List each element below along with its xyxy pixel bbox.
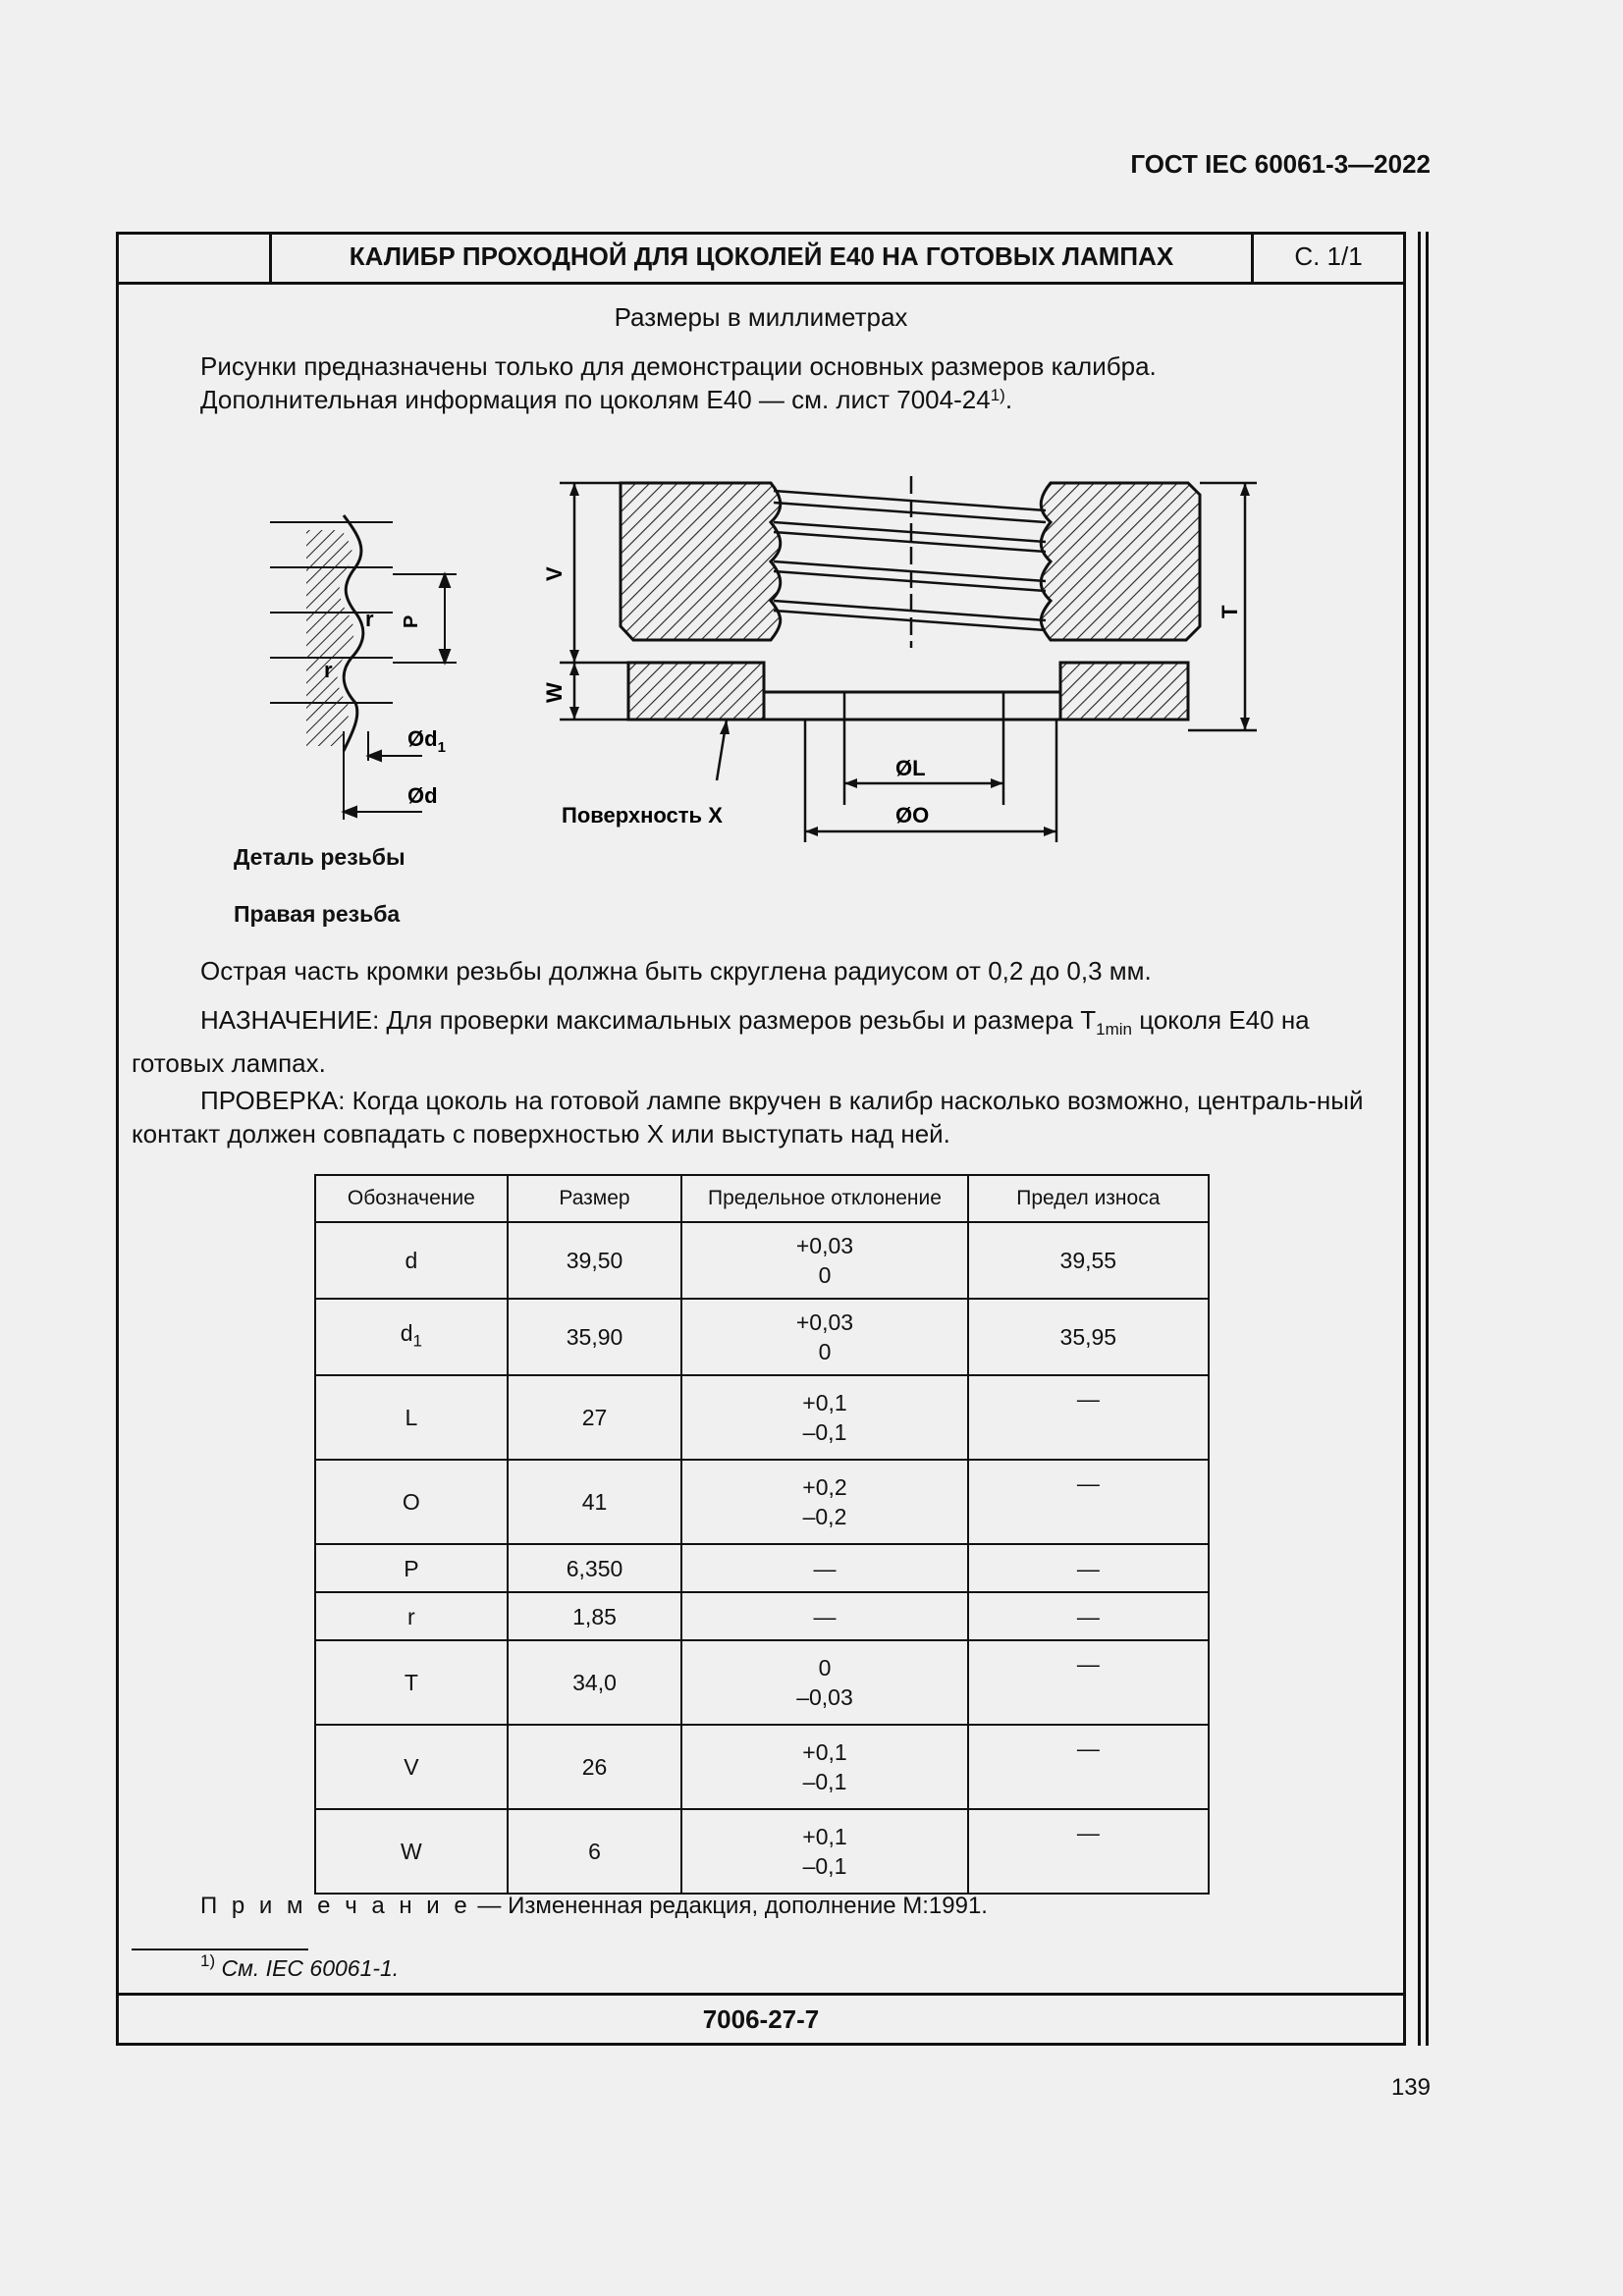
cell-wear-limit: — [968, 1592, 1209, 1640]
cell-symbol: d [315, 1222, 508, 1299]
cell-size: 1,85 [508, 1592, 682, 1640]
cell-deviation: +0,2 –0,2 [681, 1460, 967, 1544]
note: П р и м е ч а н и е — Измененная редакция, дополнение М:1991. [200, 1893, 988, 1919]
surface-x-label: Поверхность X [562, 803, 723, 828]
page-number: 139 [1390, 2074, 1431, 2101]
dim-w-label: W [542, 682, 567, 703]
sheet-number: С. 1/1 [1294, 241, 1363, 271]
cell-deviation: +0,1 –0,1 [681, 1375, 967, 1460]
cell-wear-limit: — [968, 1375, 1209, 1460]
minor-diameter-label: $Ød_1$ [407, 726, 446, 756]
column-header: Предельное отклонение [681, 1175, 967, 1222]
cell-size: 6 [508, 1809, 682, 1894]
thread-detail-drawing [245, 481, 520, 834]
cell-symbol: $d_1$ [315, 1299, 508, 1375]
frame-rule [1426, 232, 1429, 2046]
table-row [315, 1809, 1209, 1894]
cell-wear-limit: — [968, 1809, 1209, 1894]
paragraph-check: ПРОВЕРКА: Когда цоколь на готовой лампе вкручен в калибр насколько возможно, централь-ный контакт должен совпадать с поверхностью Х или выступать над ней. [132, 1086, 1364, 1148]
cell-symbol: V [315, 1725, 508, 1809]
cell-deviation: +0,1 –0,1 [681, 1809, 967, 1894]
cell-symbol: W [315, 1809, 508, 1894]
cell-wear-limit: — [968, 1544, 1209, 1592]
cell-deviation: +0,03 0 [681, 1222, 967, 1299]
dim-l-label: ØL [895, 756, 926, 780]
cell-size: 34,0 [508, 1640, 682, 1725]
dim-v-label: V [542, 566, 567, 581]
cell-size: 26 [508, 1725, 682, 1809]
units-note: Размеры в миллиметрах [614, 302, 908, 332]
table-row [315, 1725, 1209, 1809]
pitch-label: P [401, 614, 422, 628]
gauge-section-drawing [542, 471, 1276, 844]
paragraph-edge: Острая часть кромки резьбы должна быть скруглена радиусом от 0,2 до 0,3 мм. [200, 956, 1152, 986]
intro-line-2: Дополнительная информация по цоколям Е40 — см. лист 7004-24$^{1)}$. [200, 385, 1013, 414]
table-row [315, 1460, 1209, 1544]
column-header: Предел износа [968, 1175, 1209, 1222]
cell-size: 6,350 [508, 1544, 682, 1592]
cell-size: 39,50 [508, 1222, 682, 1299]
footnote: $^{1)}$ См. IEC 60061-1. [200, 1951, 400, 1981]
table-header-row [315, 1175, 1209, 1222]
table-row [315, 1299, 1209, 1375]
cell-wear-limit: — [968, 1725, 1209, 1809]
cell-symbol: T [315, 1640, 508, 1725]
cell-wear-limit: — [968, 1460, 1209, 1544]
radius-label: r [365, 607, 374, 631]
cell-size: 35,90 [508, 1299, 682, 1375]
radius-label: r [324, 658, 333, 682]
dimensions-table [314, 1174, 1210, 1895]
cell-wear-limit: 39,55 [968, 1222, 1209, 1299]
sheet-code: 7006-27-7 [702, 2004, 820, 2034]
major-diameter-label: Ød [407, 783, 438, 808]
sheet-title: КАЛИБР ПРОХОДНОЙ ДЛЯ ЦОКОЛЕЙ Е40 НА ГОТОВЫХ ЛАМПАХ [349, 241, 1174, 271]
cell-symbol: P [315, 1544, 508, 1592]
caption-thread-detail: Деталь резьбы [234, 844, 406, 870]
cell-deviation: 0 –0,03 [681, 1640, 967, 1725]
cell-deviation: — [681, 1592, 967, 1640]
caption-right-thread: Правая резьба [234, 901, 401, 927]
table-row [315, 1544, 1209, 1592]
cell-symbol: r [315, 1592, 508, 1640]
dim-t-label: T [1217, 605, 1242, 618]
cell-size: 41 [508, 1460, 682, 1544]
cell-deviation: +0,03 0 [681, 1299, 967, 1375]
paragraph-purpose: НАЗНАЧЕНИЕ: Для проверки максимальных размеров резьбы и размера $T_{1min}$ цоколя Е40 на готовых лампах. [132, 1005, 1310, 1079]
table-row [315, 1222, 1209, 1299]
cell-wear-limit: 35,95 [968, 1299, 1209, 1375]
table-row [315, 1640, 1209, 1725]
table-row [315, 1592, 1209, 1640]
dim-o-label: ØO [895, 803, 930, 828]
sheet-header [116, 232, 1406, 285]
cell-symbol: L [315, 1375, 508, 1460]
footer-rule [116, 1993, 1406, 1996]
intro-line-1: Рисунки предназначены только для демонстрации основных размеров калибра. [200, 351, 1157, 381]
cell-deviation: — [681, 1544, 967, 1592]
frame-rule [1418, 232, 1421, 2046]
cell-symbol: O [315, 1460, 508, 1544]
footnote-rule [132, 1949, 308, 1950]
table-row [315, 1375, 1209, 1460]
cell-deviation: +0,1 –0,1 [681, 1725, 967, 1809]
standard-number: ГОСТ IEC 60061-3—2022 [1130, 149, 1431, 179]
cell-size: 27 [508, 1375, 682, 1460]
column-header: Обозначение [315, 1175, 508, 1222]
cell-wear-limit: — [968, 1640, 1209, 1725]
column-header: Размер [508, 1175, 682, 1222]
